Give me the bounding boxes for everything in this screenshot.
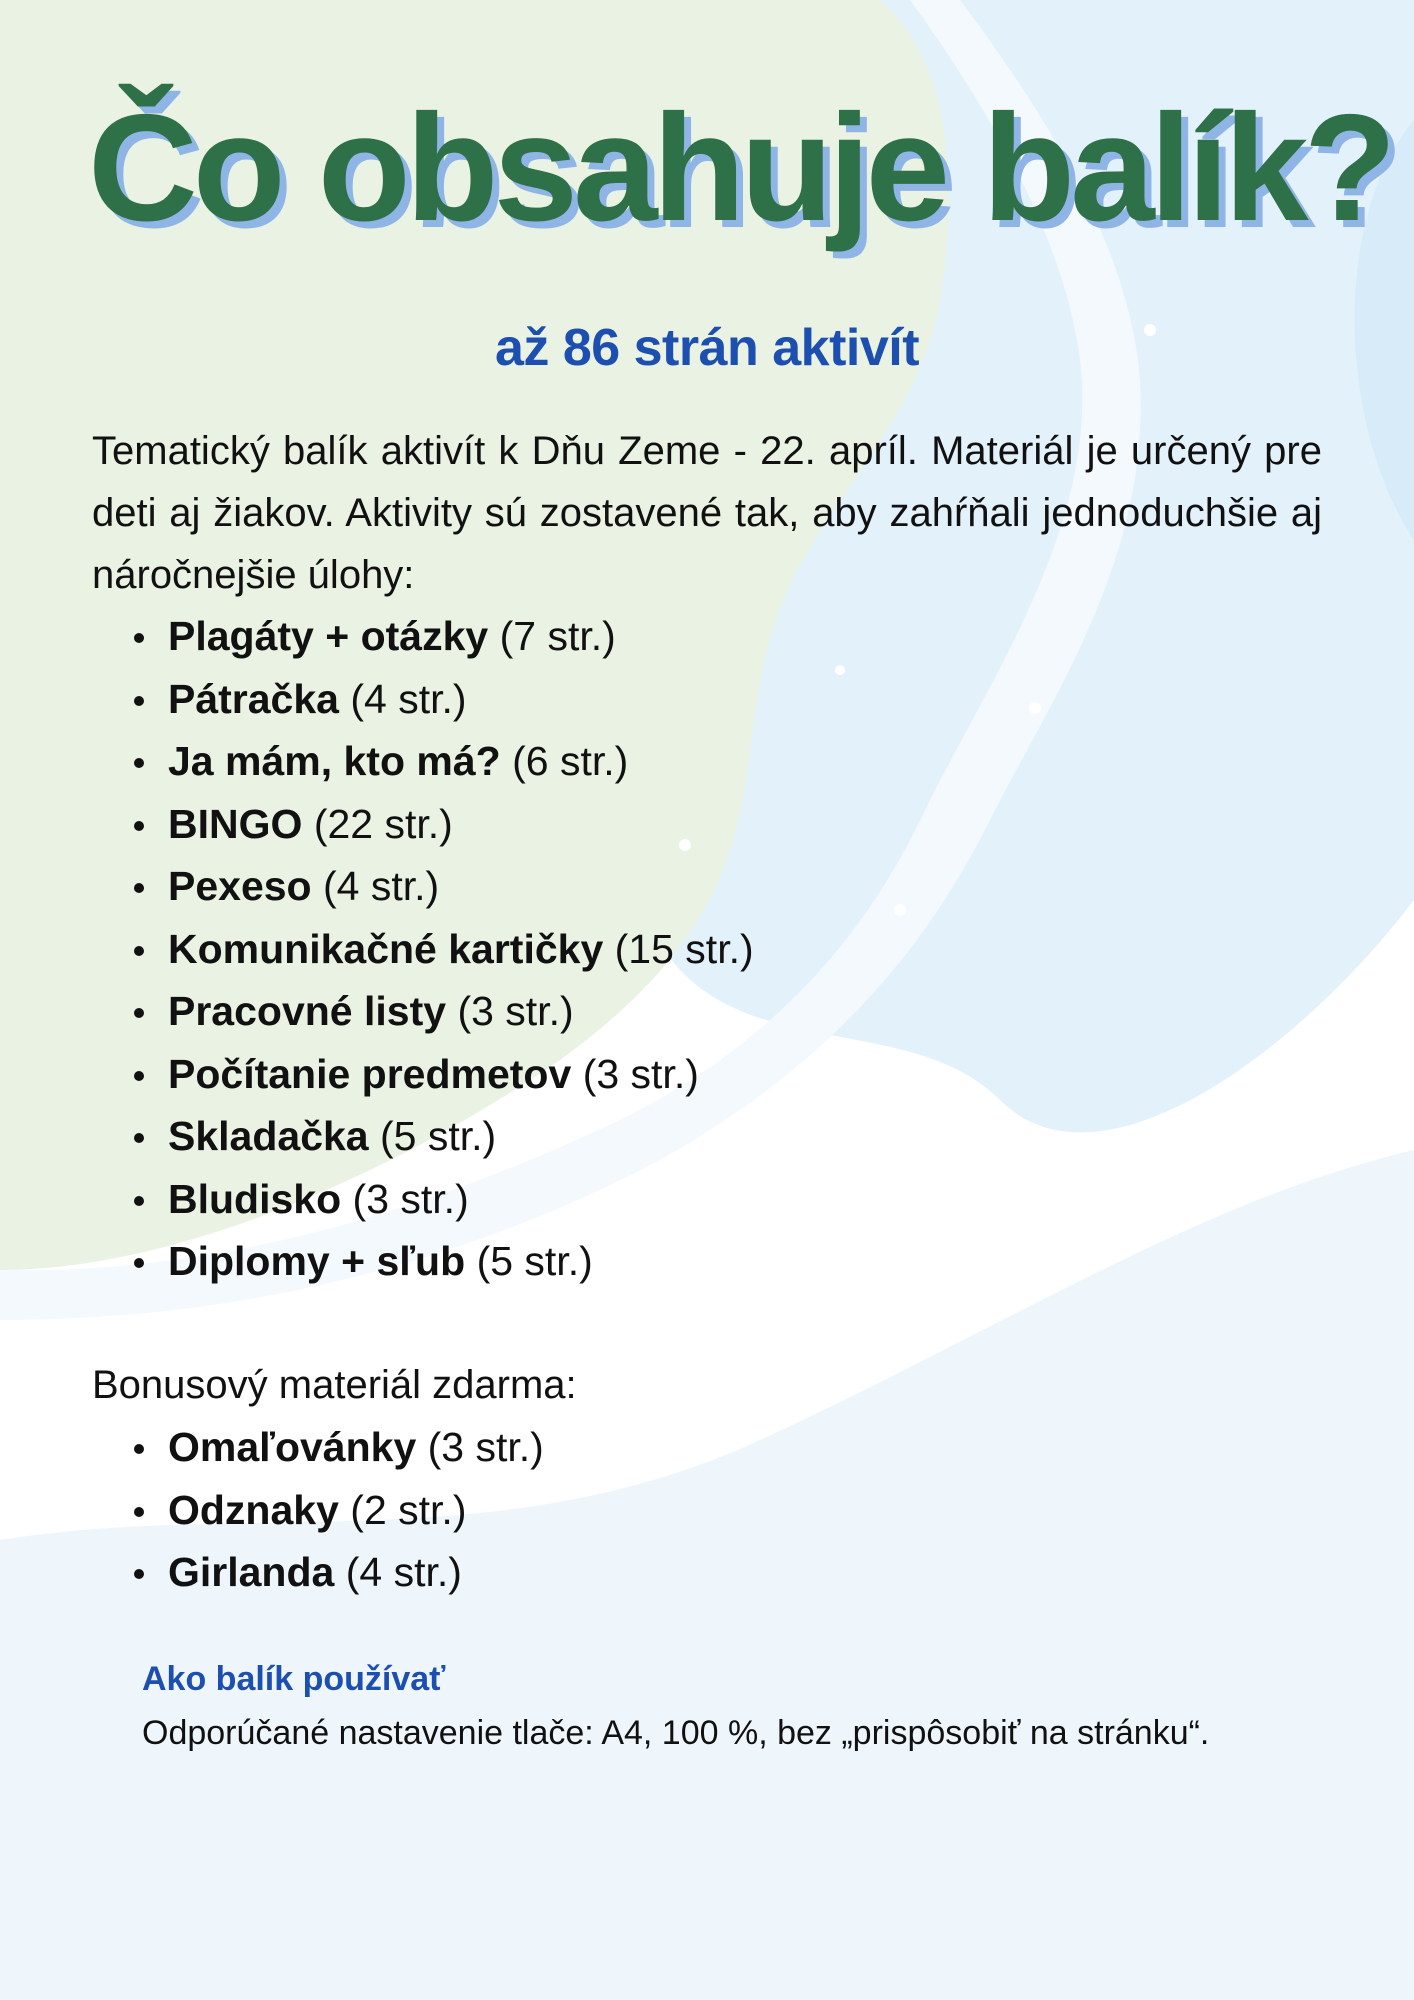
list-item: [122, 855, 754, 918]
howto-text: Odporúčané nastavenie tlače: A4, 100 %, bez „prispôsobiť na stránku“.: [142, 1714, 1210, 1752]
item-name: Plagáty + otázky: [168, 613, 489, 659]
howto-title: Ako balík používať: [142, 1660, 446, 1698]
item-pages: (22 str.): [313, 800, 453, 847]
item-name: Bludisko: [168, 1175, 342, 1222]
item-pages: (3 str.): [352, 1175, 469, 1222]
list-item: [122, 793, 754, 856]
item-pages: (4 str.): [345, 1549, 462, 1595]
item-name: Diplomy + sľub: [168, 1238, 466, 1284]
page-subtitle: až 86 strán aktivít: [494, 319, 920, 377]
list-item: [122, 668, 754, 731]
item-name: Pátračka: [168, 675, 339, 722]
item-pages: (3 str.): [582, 1050, 699, 1097]
list-item: [122, 1043, 754, 1106]
page-title: Čo obsahuje balík?: [88, 83, 1392, 253]
list-item: [122, 918, 754, 981]
item-name: Odznaky: [168, 1486, 339, 1533]
item-pages: (15 str.): [614, 925, 754, 972]
item-pages: (3 str.): [457, 988, 574, 1034]
item-name: Pracovné listy: [168, 988, 447, 1034]
list-item: [122, 1479, 544, 1542]
item-name: Ja mám, kto má?: [168, 738, 501, 784]
item-pages: (4 str.): [323, 863, 440, 909]
intro-paragraph: Tematický balík aktivít k Dňu Zeme - 22. apríl. Materiál je určený pre deti aj žiakov. Aktivity sú zostavené tak, aby zahŕňali jednoduchšie aj náročnejšie úlohy:: [92, 429, 1322, 597]
list-item: [122, 1416, 544, 1479]
item-name: Komunikačné kartičky: [168, 925, 604, 972]
item-pages: (6 str.): [512, 738, 629, 784]
item-name: BINGO: [168, 800, 303, 847]
list-item: [122, 1105, 754, 1168]
list-item: [122, 730, 754, 793]
item-name: Pexeso: [168, 863, 312, 909]
list-item: [122, 980, 754, 1043]
list-item: [122, 1541, 544, 1604]
item-pages: (5 str.): [380, 1113, 497, 1159]
list-item: [122, 1230, 754, 1293]
item-pages: (4 str.): [350, 675, 467, 722]
item-pages: (7 str.): [499, 613, 616, 659]
item-pages: (3 str.): [427, 1424, 544, 1470]
item-pages: (2 str.): [350, 1486, 467, 1533]
item-name: Girlanda: [168, 1549, 335, 1595]
list-item: [122, 605, 754, 668]
bonus-heading: Bonusový materiál zdarma:: [92, 1363, 577, 1407]
item-name: Skladačka: [168, 1113, 369, 1159]
item-name: Počítanie predmetov: [168, 1050, 572, 1097]
activity-list: [122, 605, 754, 1293]
item-name: Omaľovánky: [168, 1424, 417, 1470]
item-pages: (5 str.): [476, 1238, 593, 1284]
list-item: [122, 1168, 754, 1231]
bonus-list: [122, 1416, 544, 1604]
